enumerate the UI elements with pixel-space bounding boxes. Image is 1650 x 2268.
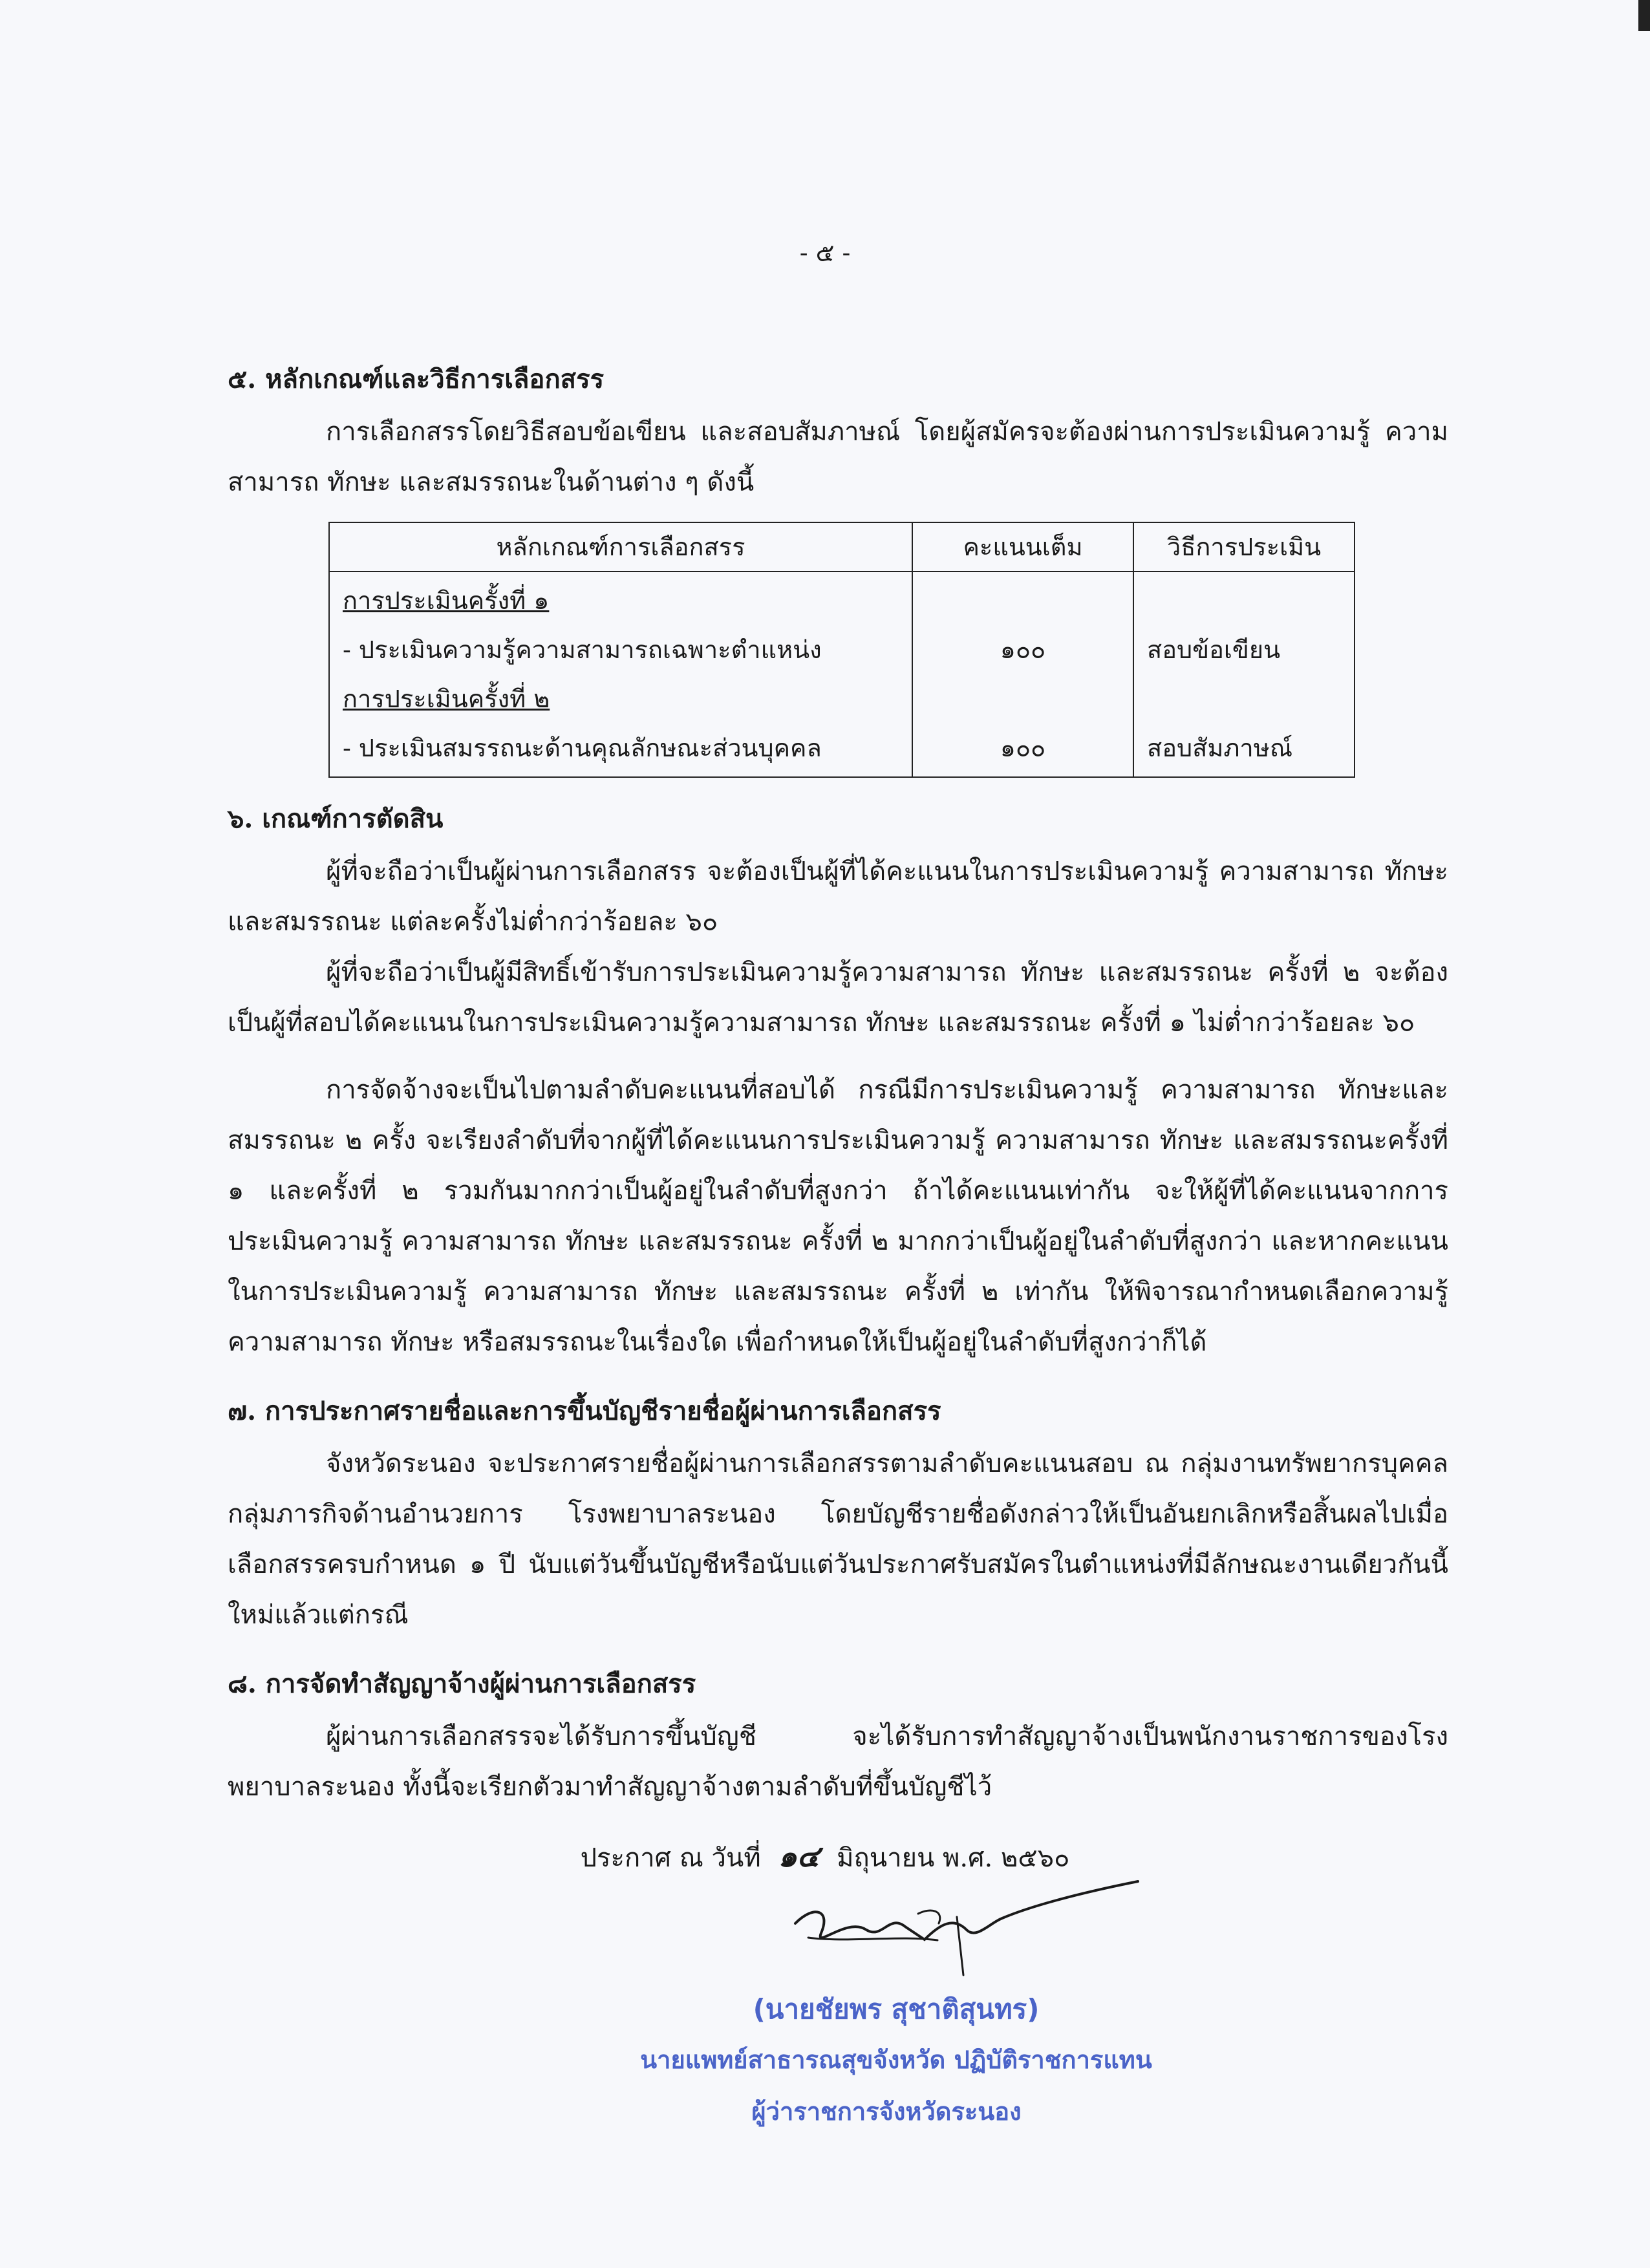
round-1-score: ๑๐๐ [1000, 636, 1046, 664]
signature-mark [769, 1878, 1157, 1982]
section5-heading: ๕. หลักเกณฑ์และวิธีการเลือกสรร [228, 364, 605, 394]
section8-paragraph-1: ผู้ผ่านการเลือกสรรจะได้รับการขึ้นบัญชี จะได้รับการทำสัญญาจ้างเป็นพนักงานราชการของโรงพยาบาลระนอง ทั้งนี้จะเรียกตัวมาทำสัญญาจ้างตามลำดับที่ขึ้นบัญชีไว้ [228, 1722, 1448, 1802]
scan-edge-mark [1638, 0, 1650, 31]
round-2-method: สอบสัมภาษณ์ [1147, 734, 1293, 762]
section6-heading: ๖. เกณฑ์การตัดสิน [228, 804, 444, 834]
method-header: วิธีการประเมิน [1133, 522, 1355, 572]
criteria-cell [329, 572, 912, 777]
section8-heading: ๘. การจัดทำสัญญาจ้างผู้ผ่านการเลือกสรร [228, 1669, 696, 1699]
round-1-method: สอบข้อเขียน [1147, 636, 1281, 664]
section7-heading: ๗. การประกาศรายชื่อและการขึ้นบัญชีรายชื่อผู้ผ่านการเลือกสรร [228, 1396, 941, 1426]
signer-authority: ผู้ว่าราชการจังหวัดระนอง [751, 2097, 1022, 2126]
signer-name: (นายชัยพร สุชาติสุนทร) [753, 1993, 1040, 2025]
signer-position: นายแพทย์สาธารณสุขจังหวัด ปฏิบัติราชการแทน [640, 2046, 1152, 2074]
section6-paragraph-1: ผู้ที่จะถือว่าเป็นผู้ผ่านการเลือกสรร จะต้องเป็นผู้ที่ได้คะแนนในการประเมินความรู้ ความสามารถ ทักษะ และสมรรถนะ แต่ละครั้งไม่ต่ำกว่าร้อยละ ๖๐ [228, 857, 1448, 937]
section5-intro: การเลือกสรรโดยวิธีสอบข้อเขียน และสอบสัมภาษณ์ โดยผู้สมัครจะต้องผ่านการประเมินความรู้ ความสามารถ ทักษะ และสมรรถนะในด้านต่าง ๆ ดังนี้ [228, 417, 1448, 497]
section7-paragraph-1: จังหวัดระนอง จะประกาศรายชื่อผู้ผ่านการเลือกสรรตามลำดับคะแนนสอบ ณ กลุ่มงานทรัพยากรบุคคล กลุ่มภารกิจด้านอำนวยการ โรงพยาบาลระนอง โดยบัญชีรายชื่อดังกล่าวให้เป็นอันยกเลิกหรือสิ้นผลไปเมื่อเลือกสรรครบกำหนด ๑ ปี นับแต่วันขึ้นบัญชีหรือนับแต่วันประกาศรับสมัครในตำแหน่งที่มีลักษณะงานเดียวกันนี้ใหม่แล้วแต่กรณี [228, 1449, 1448, 1630]
page-number: - ๕ - [799, 239, 851, 267]
score-cell [912, 572, 1133, 777]
round-2-score: ๑๐๐ [1000, 734, 1046, 762]
criteria-table-row [329, 572, 1355, 777]
round-1-item: - ประเมินความรู้ความสามารถเฉพาะตำแหน่ง [343, 636, 822, 664]
round-2-item: - ประเมินสมรรถนะด้านคุณลักษณะส่วนบุคคล [343, 734, 822, 762]
announcement-month-year: มิถุนายน พ.ศ. ๒๕๖๐ [837, 1843, 1070, 1873]
section6-paragraph-3: การจัดจ้างจะเป็นไปตามลำดับคะแนนที่สอบได้ กรณีมีการประเมินความรู้ ความสามารถ ทักษะและสมรรถนะ ๒ ครั้ง จะเรียงลำดับที่จากผู้ที่ได้คะแนนการประเมินความรู้ ความสามารถ ทักษะ และสมรรถนะครั้งที่ ๑ และครั้งที่ ๒ รวมกันมากกว่าเป็นผู้อยู่ในลำดับที่สูงกว่า ถ้าได้คะแนนเท่ากัน จะให้ผู้ที่ได้คะแนนจากการประเมินความรู้ ความสามารถ ทักษะ และสมรรถนะ ครั้งที่ ๒ มากกว่าเป็นผู้อยู่ในลำดับที่สูงกว่า และหากคะแนนในการประเมินความรู้ ความสามารถ ทักษะ และสมรรถนะ ครั้งที่ ๒ เท่ากัน ให้พิจารณากำหนดเลือกความรู้ ความสามารถ ทักษะ หรือสมรรถนะในเรื่องใด เพื่อกำหนดให้เป็นผู้อยู่ในลำดับที่สูงกว่าก็ได้ [228, 1075, 1448, 1357]
round-1-label: การประเมินครั้งที่ ๑ [343, 586, 550, 615]
full-score-header: คะแนนเต็ม [912, 522, 1133, 572]
announcement-prefix: ประกาศ ณ วันที่ [580, 1843, 761, 1873]
announcement-date [228, 1830, 1448, 1884]
announcement-day: ๑๔ [778, 1839, 820, 1874]
section6-paragraph-2: ผู้ที่จะถือว่าเป็นผู้มีสิทธิ์เข้ารับการประเมินความรู้ความสามารถ ทักษะ และสมรรถนะ ครั้งที่ ๒ จะต้องเป็นผู้ที่สอบได้คะแนนในการประเมินความรู้ความสามารถ ทักษะ และสมรรถนะ ครั้งที่ ๑ ไม่ต่ำกว่าร้อยละ ๖๐ [228, 957, 1448, 1038]
criteria-header: หลักเกณฑ์การเลือกสรร [329, 522, 912, 572]
method-cell [1133, 572, 1355, 777]
round-2-label: การประเมินครั้งที่ ๒ [343, 685, 550, 713]
criteria-table [328, 522, 1355, 778]
document-body [228, 352, 1448, 1884]
criteria-table-header-row [329, 522, 1355, 572]
